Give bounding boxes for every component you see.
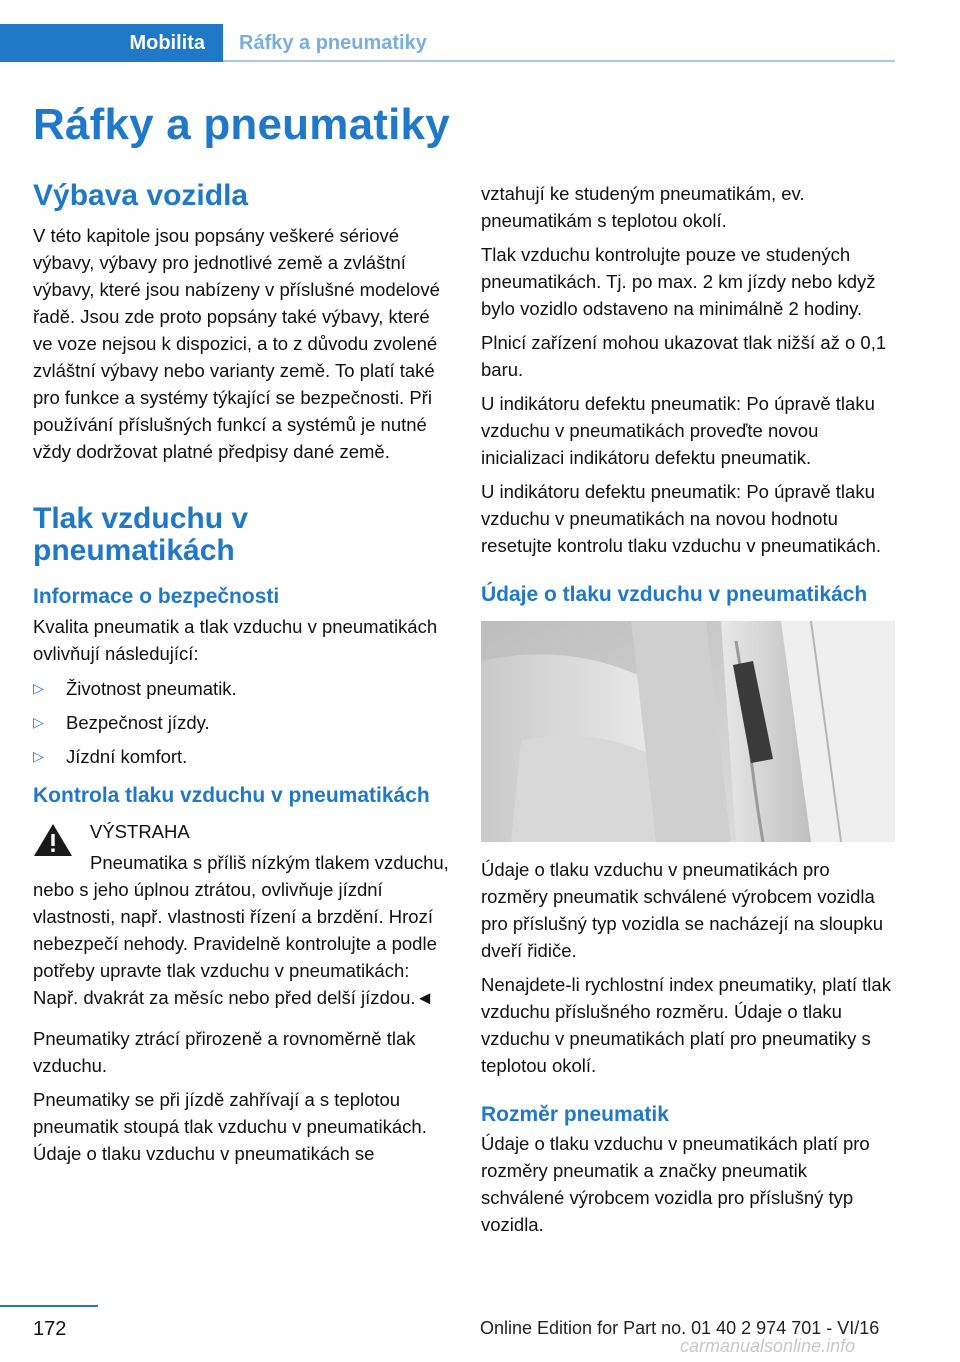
warning-text bbox=[33, 849, 451, 1011]
door-pillar-illustration bbox=[481, 621, 895, 842]
door-pillar-photo bbox=[481, 621, 895, 842]
para-pressure-heat: Pneumatiky se při jízdě zahřívají a s teplotou pneumatik stoupá tlak vzduchu v pneumatikách. Údaje o tlaku vzduchu v pneumatikách se bbox=[33, 1089, 427, 1164]
safety-list bbox=[33, 675, 451, 770]
list-item: ▷ Životnost pneumatik. bbox=[33, 675, 451, 702]
edition-text: Online Edition for Part no. 01 40 2 974 701 - VI/16 bbox=[480, 1318, 880, 1338]
page-number: 172 bbox=[33, 1318, 67, 1340]
warning-block bbox=[33, 818, 451, 1011]
para-filler: Plnicí zařízení mohou ukazovat tlak nižší až o 0,1 baru. bbox=[481, 332, 887, 380]
heading-safety: Informace o bezpečnosti bbox=[33, 585, 280, 608]
para-speed-index: Nenajdete-li rychlostní index pneumatiky, platí tlak vzduchu příslušného rozměru. Údaje o tlaku vzduchu v pneumatikách platí pro pneumatiky s teplotou okolí. bbox=[481, 974, 891, 1076]
heading-tire-size: Rozměr pneumatik bbox=[481, 1103, 669, 1126]
para-init: U indikátoru defektu pneumatik: Po úpravě tlaku vzduchu v pneumatikách proveďte novou inicializaci indikátoru defektu pneumatik. bbox=[481, 393, 875, 468]
para-reset: U indikátoru defektu pneumatik: Po úpravě tlaku vzduchu v pneumatikách na novou hodnotu resetujte kontrolu tlaku vzduchu v pneumatikách. bbox=[481, 481, 882, 556]
warning-title: VÝSTRAHA bbox=[90, 821, 190, 842]
para-pressure-loss: Pneumatiky ztrácí přirozeně a rovnoměrně tlak vzduchu. bbox=[33, 1028, 416, 1076]
para-cold-tires-cont: vztahují ke studeným pneumatikám, ev. pneumatikám s teplotou okolí. bbox=[481, 183, 805, 231]
section-label: Mobilita bbox=[129, 32, 205, 54]
section-tab[interactable] bbox=[0, 24, 223, 62]
left-column bbox=[33, 180, 451, 1174]
page-header bbox=[0, 24, 895, 62]
subsection-label[interactable]: Ráfky a pneumatiky bbox=[239, 32, 427, 54]
heading-pressure-check: Kontrola tlaku vzduchu v pneumatikách bbox=[33, 784, 430, 807]
warning-text-content: Pneumatika s příliš nízkým tlakem vzduchu, nebo s jeho úplnou ztrátou, ovlivňuje jízdní vlastnosti, např. vlastnosti řízení a brzdění. Hrozí nebezpečí nehody. Pravidelně kontrolujte a podle potřeby upravte tlak vzduchu v pneumatikách: Např. dvakrát za měsíc nebo před delší jízdou.◄ bbox=[33, 852, 449, 1008]
heading-equipment: Výbava vozidla bbox=[33, 179, 249, 212]
para-check-cold: Tlak vzduchu kontrolujte pouze ve studených pneumatikách. Tj. po max. 2 km jízdy nebo když bylo vozidlo odstaveno na minimálně 2 hodiny. bbox=[481, 244, 876, 319]
header-rule bbox=[223, 60, 895, 62]
para-safety: Kvalita pneumatik a tlak vzduchu v pneumatikách ovlivňují následující: bbox=[33, 616, 438, 664]
right-column bbox=[481, 180, 895, 1245]
heading-tire-pressure: Tlak vzduchu v pneumatikách bbox=[33, 502, 249, 567]
watermark: carmanualsonline.info bbox=[680, 1336, 856, 1356]
para-tire-size: Údaje o tlaku vzduchu v pneumatikách platí pro rozměry pneumatik a značky pneumatik schválené výrobcem vozidla pro příslušný typ vozidla. bbox=[481, 1133, 870, 1235]
para-equipment: V této kapitole jsou popsány veškeré sériové výbavy, výbavy pro jednotlivé země a zvláštní výbavy, které jsou nabízeny v příslušné modelové řadě. Jsou zde proto popsány také výbavy, které ve voze nejsou k dispozici, a to z důvodu zvolené zvláštní výbavy nebo varianty země. To platí také pro funkce a systémy týkající se bezpečnosti. Při používání příslušných funkcí a systémů je nutné vždy dodržovat platné předpisy dané země. bbox=[33, 225, 440, 462]
list-item: ▷ Jízdní komfort. bbox=[33, 743, 451, 770]
footer-rule bbox=[0, 1305, 98, 1307]
heading-pressure-data: Údaje o tlaku vzduchu v pneumatikách bbox=[481, 583, 868, 606]
list-item: ▷ Bezpečnost jízdy. bbox=[33, 709, 451, 736]
para-data-location: Údaje o tlaku vzduchu v pneumatikách pro rozměry pneumatik schválené výrobcem vozidla pro příslušný typ vozidla se nacházejí na sloupku dveří řidiče. bbox=[481, 859, 884, 961]
warning-icon bbox=[33, 822, 73, 858]
page-title: Ráfky a pneumatiky bbox=[33, 100, 450, 149]
